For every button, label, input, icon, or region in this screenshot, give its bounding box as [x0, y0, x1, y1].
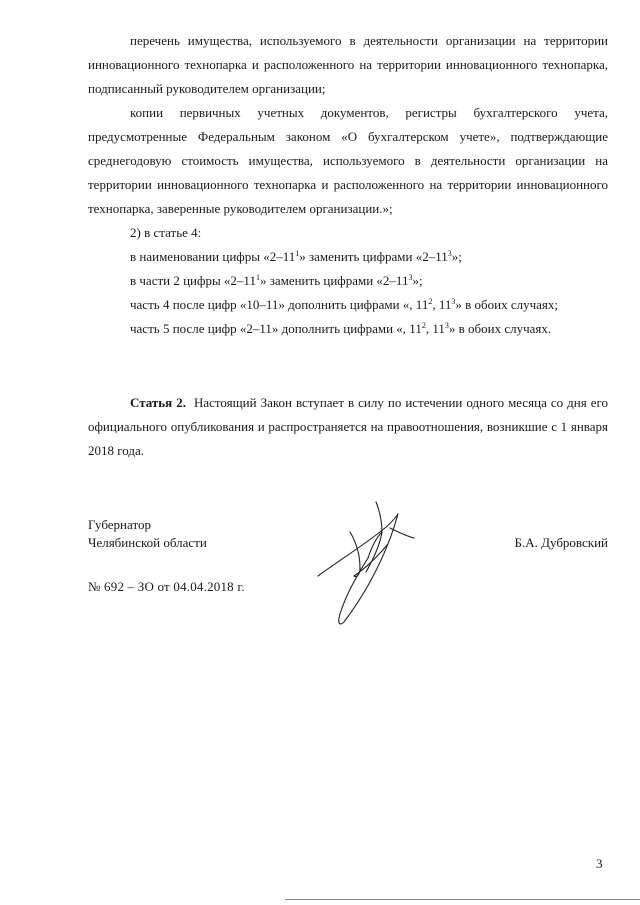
law-number-date: № 692 – ЗО от 04.04.2018 г. — [88, 579, 245, 594]
signatory-title-line-1: Губернатор — [88, 517, 151, 532]
signatory-title — [88, 516, 207, 552]
footer-rule — [285, 899, 640, 900]
amendment-item-4: часть 5 после цифр «2–11» дополнить цифрами «, $11^2$, $11^3$» в обоих случаях. — [130, 321, 552, 336]
page-number: 3 — [596, 856, 603, 871]
handwritten-signature — [310, 498, 420, 628]
amendment-item-1: в наименовании цифры «$2-11^1$» заменить цифрами «$2-11^3$»; — [130, 249, 462, 264]
article-2-heading: Статья 2. — [130, 395, 186, 410]
amendment-item-3: часть 4 после цифр «10–11» дополнить цифрами «, $11^2$, $11^3$» в обоих случаях; — [130, 297, 558, 312]
amendment-item-2: в части 2 цифры «$2-11^1$» заменить цифрами «$2-11^3$»; — [130, 273, 423, 288]
article-2-text: Настоящий Закон вступает в силу по истечении одного месяца со дня его официального опубликования и распространяется на правоотношения, возникшие с 1 января 2018 года. — [88, 395, 608, 458]
body-text — [88, 29, 608, 341]
paragraph-accounting-documents: копии первичных учетных документов, регистры бухгалтерского учета, предусмотренные Федеральным законом «О бухгалтерском учете», подтверждающие среднегодовую стоимость имущества, используемого в деятельности организации на территории инновационного технопарка и расположенного на территории инновационного технопарка, заверенные руководителем организации.»; — [88, 105, 608, 216]
signatory-name: Б.А. Дубровский — [514, 535, 608, 550]
paragraph-property-list: перечень имущества, используемого в деятельности организации на территории инновационного технопарка и расположенного на территории инновационного технопарка, подписанный руководителем организации; — [88, 33, 608, 96]
amendment-intro: 2) в статье 4: — [130, 225, 202, 240]
amendments-list — [88, 221, 608, 341]
signatory-title-line-2: Челябинской области — [88, 535, 207, 550]
article-2 — [88, 391, 608, 463]
